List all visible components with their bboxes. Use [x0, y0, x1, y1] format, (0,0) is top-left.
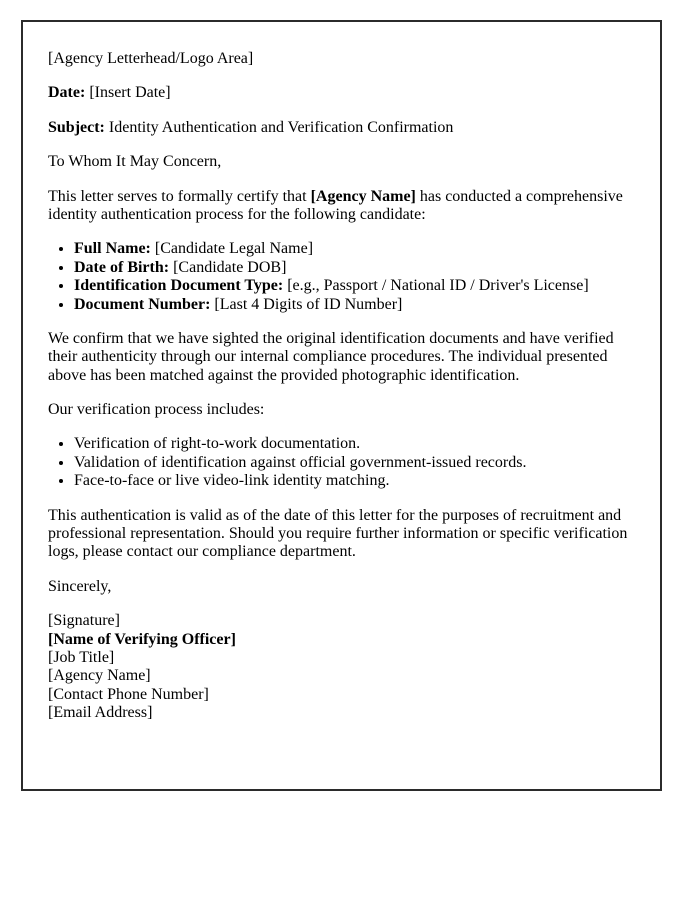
detail-label: Identification Document Type: [74, 277, 284, 295]
list-item [74, 240, 635, 258]
subject-label: Subject: [48, 118, 105, 136]
detail-label: Full Name: [74, 240, 151, 258]
validity-paragraph: This authentication is valid as of the date of this letter for the purposes of recruitment and professional representation. Should you require further information or specific verification logs, please contact our compliance department. [48, 506, 628, 561]
agency-name: [Agency Name] [48, 667, 151, 685]
date-value: [Insert Date] [89, 84, 171, 102]
signature-block [48, 612, 635, 722]
job-title: [Job Title] [48, 648, 115, 666]
confirmation-paragraph: We confirm that we have sighted the original identification documents and have verified their authenticity through our internal compliance procedures. The individual presented above has been matched against the provided photographic identification. [48, 329, 614, 384]
detail-value: [e.g., Passport / National ID / Driver's License] [287, 277, 589, 295]
list-item [74, 296, 635, 314]
closing: Sincerely, [48, 577, 112, 595]
date-line [48, 84, 635, 102]
intro-text-after: has conducted a comprehensive identity authentication process for the following candidate: [48, 187, 623, 223]
detail-value: [Last 4 Digits of ID Number] [214, 295, 403, 313]
contact-phone: [Contact Phone Number] [48, 685, 209, 703]
candidate-details-list [48, 240, 635, 314]
detail-label: Document Number: [74, 295, 211, 313]
detail-label: Date of Birth: [74, 258, 170, 276]
salutation: To Whom It May Concern, [48, 153, 222, 171]
agency-name-placeholder: [Agency Name] [310, 187, 416, 205]
list-item: • Face-to-face or live video-link identity matching. [74, 472, 635, 490]
officer-name: [Name of Verifying Officer] [48, 630, 236, 648]
letterhead-placeholder: [Agency Letterhead/Logo Area] [48, 50, 254, 67]
list-item [74, 277, 635, 295]
process-heading: Our verification process includes: [48, 401, 265, 419]
email-address: [Email Address] [48, 704, 153, 722]
date-label: Date: [48, 84, 86, 102]
list-item [74, 259, 635, 277]
list-item: • Verification of right-to-work documentation. [74, 435, 635, 453]
intro-paragraph [48, 188, 635, 225]
subject-value: Identity Authentication and Verification Confirmation [108, 118, 454, 136]
subject-line [48, 119, 635, 137]
process-list [48, 435, 635, 490]
signature-placeholder: [Signature] [48, 612, 120, 630]
detail-value: [Candidate DOB] [173, 258, 287, 276]
list-item: • Validation of identification against official government-issued records. [74, 454, 635, 472]
intro-text-before: This letter serves to formally certify that [48, 187, 311, 205]
detail-value: [Candidate Legal Name] [154, 240, 314, 258]
letter-document [21, 20, 662, 791]
